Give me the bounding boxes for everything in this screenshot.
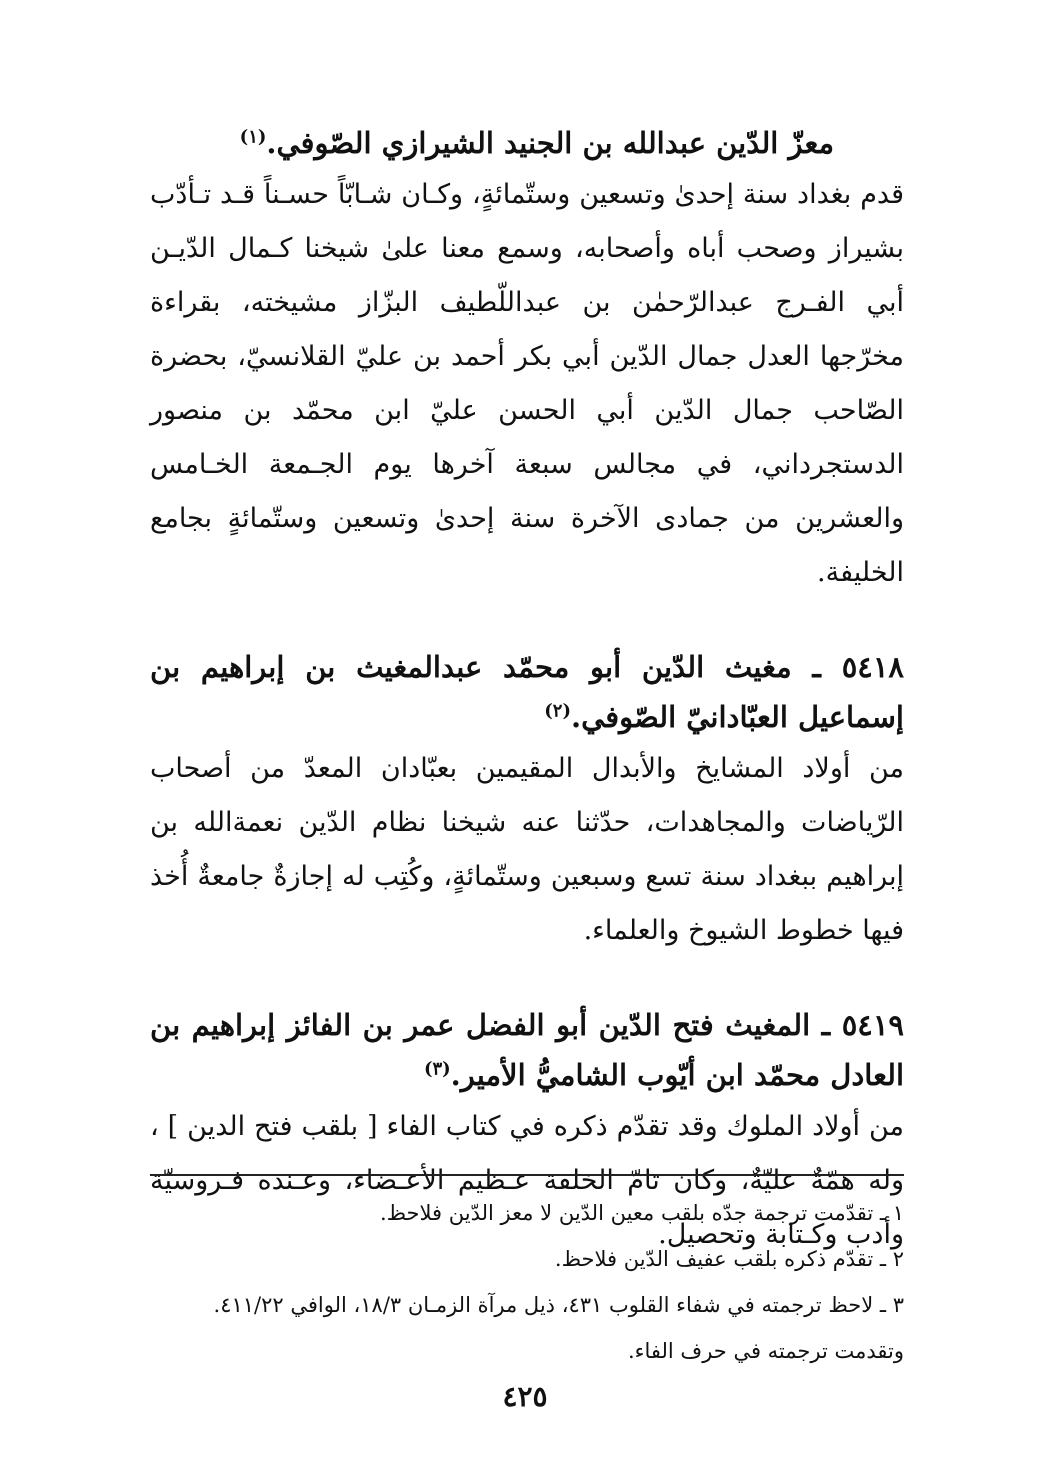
entry-title-text: معزّ الدّين عبدالله بن الجنيد الشيرازي الصّوفي. [266,126,834,160]
footnote-2: ٢ ـ تقدّم ذكره بلقب عفيف الدّين فلاحظ. [554,1247,904,1271]
footnote-divider [150,1174,904,1176]
page-body [150,118,904,1304]
footnote-3: ٣ ـ لاحظ ترجمته في شفاء القلوب ٤٣١، ذيل مرآة الزمـان ١٨/٣، الوافي ٤١١/٢٢. وتقدمت ترجمته في حرف الفاء. [213,1293,904,1363]
footnotes [150,1190,904,1374]
entry-1 [150,118,904,600]
entry-body: قدم بغداد سنة إحدىٰ وتسعين وستّمائةٍ، وكـان شـابّاً حسـناً قـد تـأدّب بشيراز وصحب أباه وأصحابه، وسمع معنا علىٰ شيخنا كـمال الدّيـن أبي الفـرج عبدالرّحمٰن بن عبداللّطيف البزّاز مشيخته، بقراءة مخرّجها العدل جمال الدّين أبي بكر أحمد بن عليّ القلانسيّ، بحضرة الصّاحب جمال الدّين أبي الحسن عليّ ابن محمّد بن منصور الدستجرداني، في مجالس سبعة آخرها يوم الجـمعة الخـامس والعشرين من جمادى الآخرة سنة إحدىٰ وتسعين وستّمائةٍ بجامع الخليفة. [150,179,904,588]
page-number: ٤٢٥ [502,1380,548,1413]
footnote-mark: (١) [239,126,267,148]
entry-body: من أولاد الملوك وقد تقدّم ذكره في كتاب الفاء [ بلقب فتح الدين ] ، وله همّةٌ عليّةٌ، وكان تامّ الخلقة عـظيم الأعـضاء، وعـنده فـروسيّة وأدب وكـتابة وتحصيل. [150,1111,904,1250]
entry-title [150,118,904,168]
entry-body: من أولاد المشايخ والأبدال المقيمين بعبّادان المعدّ من أصحاب الرّياضات والمجاهدات، حدّثنا عنه شيخنا نظام الدّين نعمةالله بن إبراهيم ببغداد سنة تسع وسبعين وستّمائةٍ، وكُتِب له إجازةٌ جامعةٌ أُخذ فيها خطوط الشيوخ والعلماء. [150,753,904,946]
entry-title [150,1000,904,1100]
footnote-mark: (٣) [423,1058,451,1080]
footnote-1: ١ ـ تقدّمت ترجمة جدّه بلقب معين الدّين لا معز الدّين فلاحظ. [379,1201,904,1225]
footnote-mark: (٢) [544,700,571,722]
entry-title [150,642,904,742]
entry-title-text: ٥٤١٨ ـ مغيث الدّين أبو محمّد عبدالمغيث بن إبراهيم بن إسماعيل العبّادانيّ الصّوفي. [150,650,904,734]
entry-5418 [150,642,904,958]
entry-title-text: ٥٤١٩ ـ المغيث فتح الدّين أبو الفضل عمر بن الفائز إبراهيم بن العادل محمّد ابن أيّوب الشاميُّ الأمير. [150,1008,904,1092]
